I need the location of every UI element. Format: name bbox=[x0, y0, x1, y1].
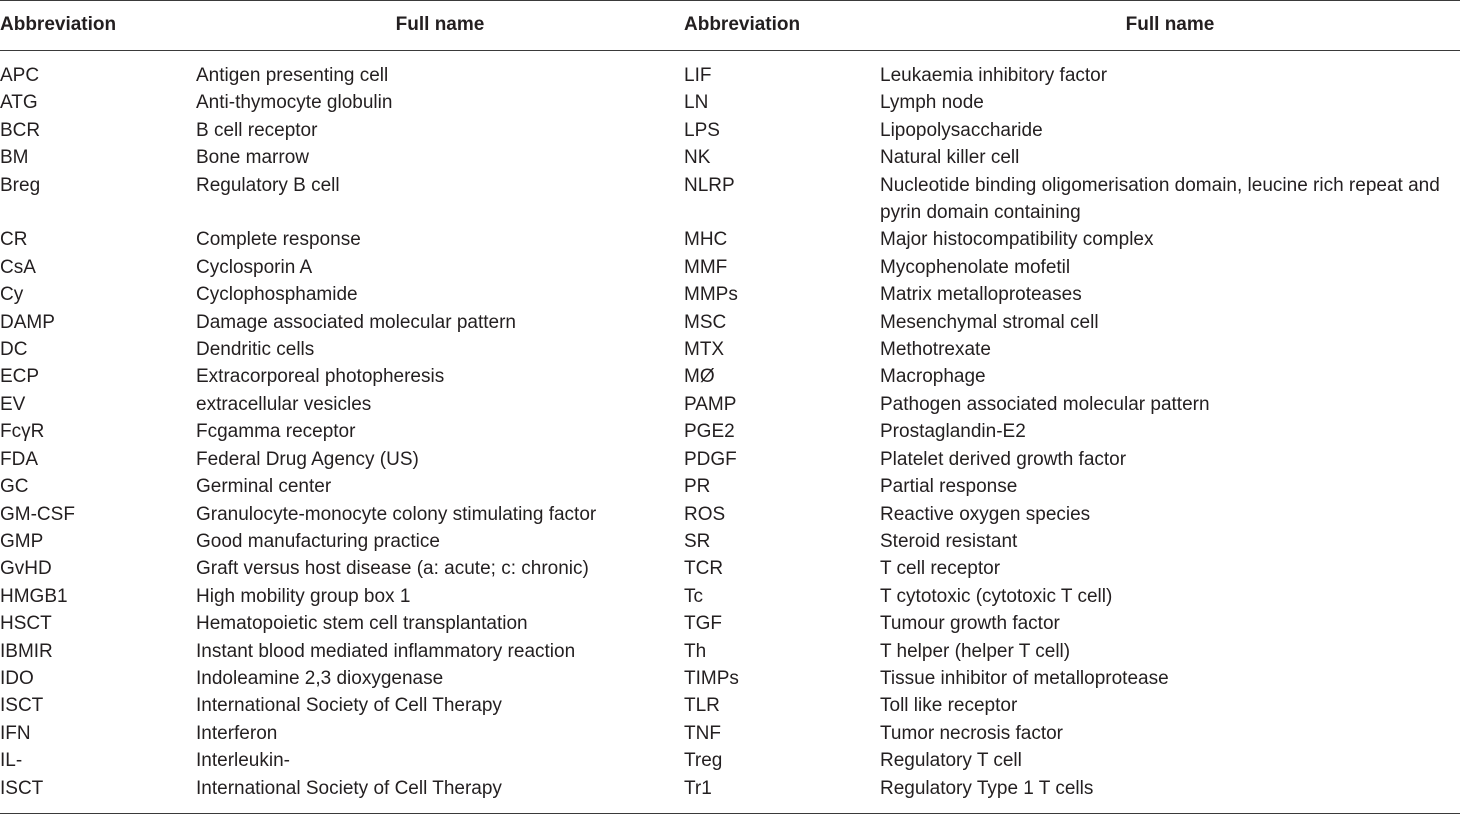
table-row bbox=[0, 336, 1460, 363]
cell-full-name-right: Toll like receptor bbox=[880, 695, 1018, 717]
cell-full-name-left: High mobility group box 1 bbox=[196, 585, 411, 607]
cell-abbreviation-left: FDA bbox=[0, 448, 38, 470]
cell-full-name-left: Hematopoietic stem cell transplantation bbox=[196, 613, 528, 635]
cell-full-name-left: Antigen presenting cell bbox=[196, 65, 389, 86]
table-row bbox=[0, 309, 1460, 336]
table-row bbox=[0, 226, 1460, 253]
cell-full-name-left: Germinal center bbox=[196, 476, 332, 498]
cell-abbreviation-right: TLR bbox=[684, 695, 720, 717]
cell-full-name-left: Extracorporeal photopheresis bbox=[196, 366, 445, 388]
cell-full-name-right: Reactive oxygen species bbox=[880, 503, 1091, 525]
cell-full-name-left: Fcgamma receptor bbox=[196, 421, 356, 443]
cell-abbreviation-right: MØ bbox=[684, 366, 715, 388]
cell-full-name-left: Cyclophosphamide bbox=[196, 284, 358, 306]
table-row bbox=[0, 89, 1460, 116]
cell-full-name-left: Cyclosporin A bbox=[196, 256, 313, 278]
cell-abbreviation-right: PDGF bbox=[684, 448, 737, 470]
cell-full-name-left: Indoleamine 2,3 dioxygenase bbox=[196, 667, 444, 689]
cell-abbreviation-left: IFN bbox=[0, 722, 31, 744]
table-row bbox=[0, 391, 1460, 418]
cell-full-name-right: Tumour growth factor bbox=[880, 613, 1060, 635]
cell-abbreviation-right: NK bbox=[684, 147, 711, 169]
header-row bbox=[0, 0, 1460, 50]
table-row bbox=[0, 720, 1460, 747]
table-row bbox=[0, 50, 1460, 89]
cell-abbreviation-left: ECP bbox=[0, 366, 40, 388]
cell-abbreviation-left: CsA bbox=[0, 256, 36, 278]
cell-abbreviation-right: TGF bbox=[684, 613, 722, 635]
table-row bbox=[0, 254, 1460, 281]
cell-abbreviation-left: APC bbox=[0, 65, 40, 86]
cell-full-name-right: T helper (helper T cell) bbox=[880, 640, 1071, 662]
cell-full-name-left: extracellular vesicles bbox=[196, 393, 372, 415]
table-row bbox=[0, 281, 1460, 308]
cell-full-name-right: Macrophage bbox=[880, 366, 986, 388]
cell-abbreviation-left: HMGB1 bbox=[0, 585, 68, 607]
table-row bbox=[0, 172, 1460, 227]
cell-abbreviation-right: TIMPs bbox=[684, 667, 739, 689]
table-row bbox=[0, 418, 1460, 445]
cell-full-name-right: Regulatory Type 1 T cells bbox=[880, 777, 1094, 799]
cell-abbreviation-left: IDO bbox=[0, 667, 34, 689]
bottom-rule bbox=[0, 813, 1460, 814]
table-row bbox=[0, 610, 1460, 637]
cell-full-name-right: Leukaemia inhibitory factor bbox=[880, 65, 1108, 86]
cell-abbreviation-right: ROS bbox=[684, 503, 726, 525]
cell-abbreviation-right: MMF bbox=[684, 256, 728, 278]
cell-abbreviation-right: SR bbox=[684, 530, 711, 552]
cell-full-name-right: T cell receptor bbox=[880, 558, 1001, 580]
cell-full-name-left: International Society of Cell Therapy bbox=[196, 695, 502, 717]
table-header bbox=[0, 0, 1460, 50]
table-row bbox=[0, 583, 1460, 610]
cell-abbreviation-left: Breg bbox=[0, 174, 41, 196]
table-row bbox=[0, 555, 1460, 582]
header-full-name-left: Full name bbox=[395, 14, 485, 35]
cell-abbreviation-left: ISCT bbox=[0, 777, 44, 799]
cell-abbreviation-right: PR bbox=[684, 476, 711, 498]
table-row bbox=[0, 363, 1460, 390]
cell-abbreviation-left: BM bbox=[0, 147, 29, 169]
cell-abbreviation-right: TNF bbox=[684, 722, 721, 744]
table-row bbox=[0, 528, 1460, 555]
cell-abbreviation-right: NLRP bbox=[684, 174, 735, 196]
cell-full-name-right: Lymph node bbox=[880, 92, 984, 114]
cell-abbreviation-right: LN bbox=[684, 92, 709, 114]
cell-full-name-right: Natural killer cell bbox=[880, 147, 1020, 169]
table-row bbox=[0, 775, 1460, 802]
cell-abbreviation-left: HSCT bbox=[0, 613, 52, 635]
table-row bbox=[0, 473, 1460, 500]
cell-full-name-left: Damage associated molecular pattern bbox=[196, 311, 517, 333]
cell-abbreviation-right: Tc bbox=[684, 585, 703, 607]
cell-full-name-left: Good manufacturing practice bbox=[196, 530, 440, 552]
cell-abbreviation-left: GvHD bbox=[0, 558, 52, 580]
cell-abbreviation-right: MTX bbox=[684, 339, 725, 361]
cell-full-name-right: Platelet derived growth factor bbox=[880, 448, 1127, 470]
cell-full-name-right: T cytotoxic (cytotoxic T cell) bbox=[880, 585, 1113, 607]
header-abbreviation-left: Abbreviation bbox=[0, 14, 117, 35]
header-abbreviation-right: Abbreviation bbox=[684, 14, 801, 35]
table-body bbox=[0, 50, 1460, 802]
table-row bbox=[0, 446, 1460, 473]
cell-abbreviation-right: TCR bbox=[684, 558, 724, 580]
cell-abbreviation-left: ISCT bbox=[0, 695, 44, 717]
cell-full-name-right: Prostaglandin-E2 bbox=[880, 421, 1026, 443]
cell-full-name-left: Interleukin- bbox=[196, 750, 290, 772]
cell-abbreviation-right: MSC bbox=[684, 311, 727, 333]
cell-full-name-left: Federal Drug Agency (US) bbox=[196, 448, 419, 470]
cell-abbreviation-left: CR bbox=[0, 229, 28, 251]
table-row bbox=[0, 747, 1460, 774]
cell-full-name-right: Methotrexate bbox=[880, 339, 991, 361]
cell-abbreviation-right: PAMP bbox=[684, 393, 737, 415]
cell-abbreviation-right: LPS bbox=[684, 119, 720, 141]
cell-full-name-right: Partial response bbox=[880, 476, 1018, 498]
cell-full-name-left: Graft versus host disease (a: acute; c: chronic) bbox=[196, 558, 589, 580]
cell-abbreviation-left: ATG bbox=[0, 92, 38, 114]
cell-abbreviation-right: LIF bbox=[684, 65, 712, 86]
cell-abbreviation-left: DAMP bbox=[0, 311, 55, 333]
cell-abbreviation-left: Cy bbox=[0, 284, 24, 306]
cell-full-name-right: Tumor necrosis factor bbox=[880, 722, 1064, 744]
cell-full-name-right: Tissue inhibitor of metalloprotease bbox=[880, 667, 1169, 689]
cell-abbreviation-left: DC bbox=[0, 339, 28, 361]
cell-abbreviation-right: MHC bbox=[684, 229, 728, 251]
cell-full-name-right: Lipopolysaccharide bbox=[880, 119, 1043, 141]
cell-full-name-left: Interferon bbox=[196, 722, 278, 744]
cell-full-name-left: Instant blood mediated inflammatory reaction bbox=[196, 640, 576, 662]
cell-full-name-left: International Society of Cell Therapy bbox=[196, 777, 502, 799]
table-row bbox=[0, 692, 1460, 719]
cell-full-name-right: Regulatory T cell bbox=[880, 750, 1022, 772]
cell-abbreviation-left: GM-CSF bbox=[0, 503, 75, 525]
cell-full-name-right: Major histocompatibility complex bbox=[880, 229, 1154, 251]
header-full-name-right: Full name bbox=[1125, 14, 1215, 35]
cell-full-name-right: Steroid resistant bbox=[880, 530, 1018, 552]
cell-abbreviation-right: MMPs bbox=[684, 284, 738, 306]
table-row bbox=[0, 665, 1460, 692]
cell-full-name-right: Nucleotide binding oligomerisation domain, leucine rich repeat and pyrin domain containing bbox=[880, 174, 1440, 224]
cell-abbreviation-right: PGE2 bbox=[684, 421, 735, 443]
cell-full-name-left: Anti-thymocyte globulin bbox=[196, 92, 393, 114]
table-row bbox=[0, 501, 1460, 528]
cell-abbreviation-left: IBMIR bbox=[0, 640, 53, 662]
cell-full-name-right: Pathogen associated molecular pattern bbox=[880, 393, 1210, 415]
cell-full-name-right: Mycophenolate mofetil bbox=[880, 256, 1071, 278]
cell-full-name-left: Complete response bbox=[196, 229, 361, 251]
table-row bbox=[0, 638, 1460, 665]
cell-full-name-left: Granulocyte-monocyte colony stimulating factor bbox=[196, 503, 597, 525]
cell-abbreviation-left: BCR bbox=[0, 119, 41, 141]
cell-full-name-left: B cell receptor bbox=[196, 119, 318, 141]
cell-abbreviation-right: Tr1 bbox=[684, 777, 712, 799]
cell-abbreviation-right: Th bbox=[684, 640, 707, 662]
cell-full-name-left: Dendritic cells bbox=[196, 339, 315, 361]
table-row bbox=[0, 144, 1460, 171]
cell-abbreviation-left: GC bbox=[0, 476, 29, 498]
cell-abbreviation-right: Treg bbox=[684, 750, 723, 772]
cell-full-name-right: Matrix metalloproteases bbox=[880, 284, 1082, 306]
cell-abbreviation-left: GMP bbox=[0, 530, 44, 552]
cell-full-name-left: Bone marrow bbox=[196, 147, 309, 169]
cell-full-name-right: Mesenchymal stromal cell bbox=[880, 311, 1099, 333]
cell-abbreviation-left: IL- bbox=[0, 750, 23, 772]
table-row bbox=[0, 117, 1460, 144]
cell-abbreviation-left: EV bbox=[0, 393, 26, 415]
cell-full-name-left: Regulatory B cell bbox=[196, 174, 340, 196]
cell-abbreviation-left: FcγR bbox=[0, 421, 45, 443]
